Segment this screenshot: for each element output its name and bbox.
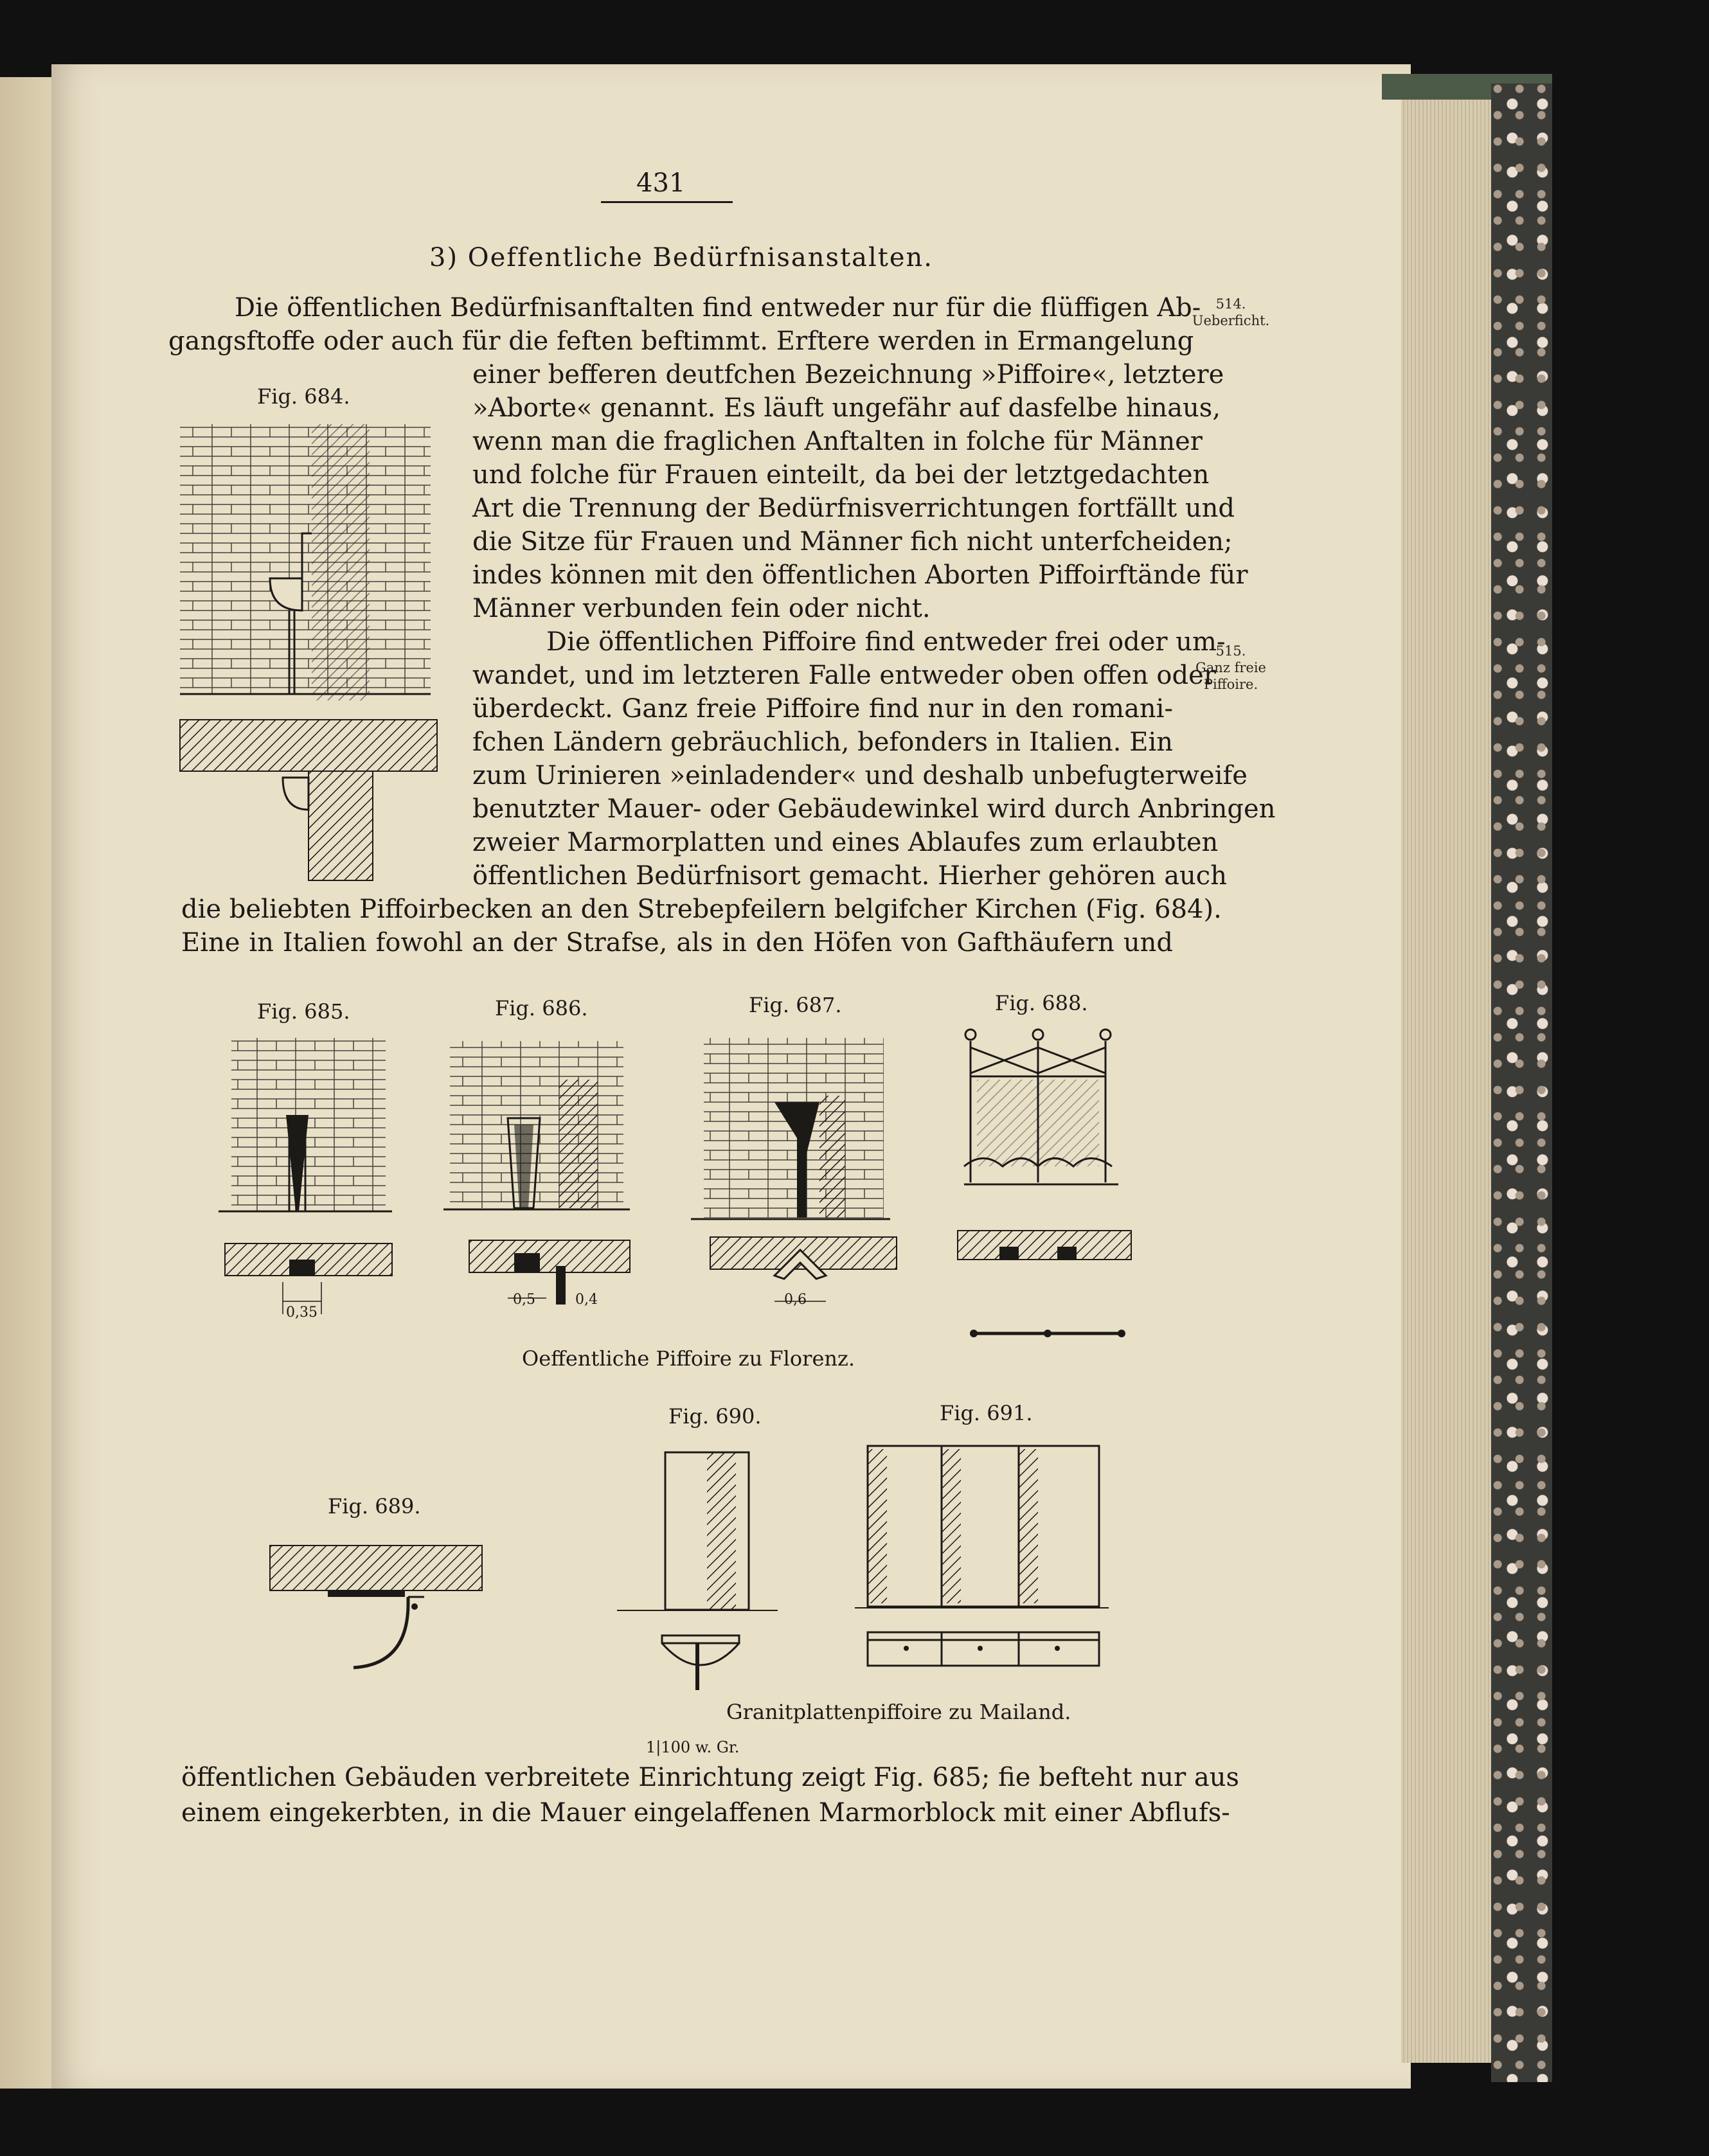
- section-heading: 3) Oeffentliche Bedürfnisanstalten.: [429, 243, 934, 272]
- text-line: benutzter Mauer- oder Gebäudewinkel wird durch Anbringen: [472, 794, 1276, 824]
- book-cover-marbled: [1491, 84, 1552, 2082]
- fig-685-label: Fig. 685.: [257, 999, 350, 1024]
- margin-note-514: [1189, 296, 1273, 329]
- caption-scale: 1|100 w. Gr.: [646, 1738, 740, 1756]
- caption-mailand: Granitplattenpiffoire zu Mailand.: [726, 1700, 1071, 1724]
- text-line: wenn man die fraglichen Anftalten in folche für Männer: [472, 427, 1203, 456]
- text-line: Eine in Italien fowohl an der Strafse, als in den Höfen von Gafthäufern und: [181, 928, 1173, 958]
- text-line: Die öffentlichen Bedürfnisanftalten find entweder nur für die flüffigen Ab-: [235, 293, 1201, 323]
- fig-691-label: Fig. 691.: [940, 1401, 1033, 1425]
- margin-note-text: Ueberficht.: [1192, 313, 1270, 328]
- text-line: Die öffentlichen Piffoire find entweder frei oder um-: [546, 627, 1226, 657]
- page-number-rule: [601, 201, 733, 203]
- text-line: die beliebten Piffoirbecken an den Strebepfeilern belgifcher Kirchen (Fig. 684).: [181, 895, 1222, 924]
- text-line: indes können mit den öffentlichen Aborten Piffoirftände für: [472, 560, 1248, 590]
- text-line: zum Urinieren »einladender« und deshalb unbefugterweife: [472, 761, 1248, 790]
- fig-687-drawing: [691, 1025, 903, 1327]
- text-line: Art die Trennung der Bedürfnisverrichtungen fortfällt und: [472, 494, 1235, 523]
- dim-0-6: 0,6: [784, 1292, 807, 1308]
- text-line: die Sitze für Frauen und Männer fich nicht unterfcheiden;: [472, 527, 1233, 557]
- fig-688-drawing: [951, 1019, 1144, 1340]
- left-page-edge: [0, 77, 51, 2089]
- page-stack-edges: [1401, 84, 1491, 2063]
- dim-0-5: 0,5: [513, 1292, 535, 1308]
- fig-690-drawing: [617, 1439, 784, 1709]
- fig-686-drawing: [443, 1028, 636, 1324]
- fig-686-label: Fig. 686.: [495, 996, 588, 1020]
- fig-684-label: Fig. 684.: [257, 384, 350, 409]
- text-line: überdeckt. Ganz freie Piffoire find nur in den romani-: [472, 694, 1173, 724]
- fig-689-label: Fig. 689.: [328, 1494, 421, 1519]
- margin-note-num: 514.: [1215, 296, 1246, 312]
- text-line: öffentlichen Gebäuden verbreitete Einrichtung zeigt Fig. 685; fie befteht nur aus: [181, 1763, 1240, 1792]
- page-number: 431: [636, 168, 686, 198]
- fig-691-drawing: [855, 1433, 1112, 1703]
- dim-0-35: 0,35: [286, 1305, 318, 1321]
- text-line: fchen Ländern gebräuchlich, befonders in Italien. Ein: [472, 727, 1173, 757]
- text-line: wandet, und im letzteren Falle entweder oben offen oder: [472, 661, 1216, 690]
- fig-690-label: Fig. 690.: [668, 1404, 762, 1429]
- dim-0-4: 0,4: [575, 1292, 598, 1308]
- fig-688-label: Fig. 688.: [995, 991, 1088, 1015]
- fig-684-drawing: [174, 418, 443, 887]
- text-line: »Aborte« genannt. Es läuft ungefähr auf dasfelbe hinaus,: [472, 393, 1221, 423]
- text-line: zweier Marmorplatten und eines Ablaufes zum erlaubten: [472, 828, 1219, 857]
- fig-689-drawing: [267, 1539, 485, 1687]
- text-line: einer befferen deutfchen Bezeichnung »Piffoire«, letztere: [472, 360, 1224, 389]
- text-line: Männer verbunden fein oder nicht.: [472, 594, 931, 623]
- text-line: einem eingekerbten, in die Mauer eingelaffenen Marmorblock mit einer Abflufs-: [181, 1798, 1230, 1828]
- fig-687-label: Fig. 687.: [749, 993, 842, 1017]
- text-line: gangsftoffe oder auch für die feften beftimmt. Erftere werden in Ermangelung: [168, 326, 1194, 356]
- margin-note-text: Ganz freie Piffoire.: [1195, 660, 1266, 692]
- margin-note-num: 515.: [1215, 643, 1246, 659]
- caption-florenz: Oeffentliche Piffoire zu Florenz.: [522, 1346, 855, 1371]
- fig-685-drawing: [219, 1031, 398, 1327]
- text-line: und folche für Frauen einteilt, da bei der letztgedachten: [472, 460, 1210, 490]
- text-line: öffentlichen Bedürfnisort gemacht. Hierher gehören auch: [472, 861, 1227, 891]
